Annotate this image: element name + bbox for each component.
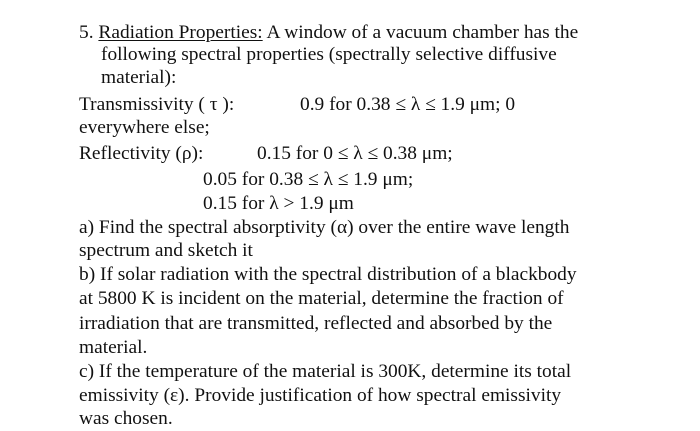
intro-text: A window of a vacuum chamber has the [262,22,579,43]
transmissivity-label: Transmissivity ( τ ): [79,94,235,115]
part-c-line-2: emissivity (ε). Provide justification of how spectral emissivity [79,385,562,406]
part-b-line-4: material. [79,337,148,358]
reflectivity-range-2: 0.05 for 0.38 ≤ λ ≤ 1.9 μm; [203,169,414,190]
part-a-line-2: spectrum and sketch it [79,240,253,261]
transmissivity-continuation: everywhere else; [79,117,210,138]
part-b-line-1: b) If solar radiation with the spectral distribution of a blackbody [79,264,577,285]
part-c-line-3: was chosen. [79,408,173,429]
problem-number: 5. [79,22,94,43]
intro-line-2: following spectral properties (spectrally selective diffusive [101,44,557,65]
reflectivity-range-1: 0.15 for 0 ≤ λ ≤ 0.38 μm; [257,143,453,164]
reflectivity-range-3: 0.15 for λ > 1.9 μm [203,193,354,214]
problem-heading-line [79,22,578,44]
part-c-line-1: c) If the temperature of the material is 300K, determine its total [79,361,572,382]
part-a-line-1: a) Find the spectral absorptivity (α) over the entire wave length [79,217,570,238]
part-b-line-2: at 5800 K is incident on the material, determine the fraction of [79,288,564,309]
problem-title: Radiation Properties: [98,22,263,43]
transmissivity-value: 0.9 for 0.38 ≤ λ ≤ 1.9 μm; 0 [300,94,516,115]
part-b-line-3: irradiation that are transmitted, reflected and absorbed by the [79,313,553,334]
intro-line-3: material): [101,67,177,88]
reflectivity-label: Reflectivity (ρ): [79,143,204,164]
